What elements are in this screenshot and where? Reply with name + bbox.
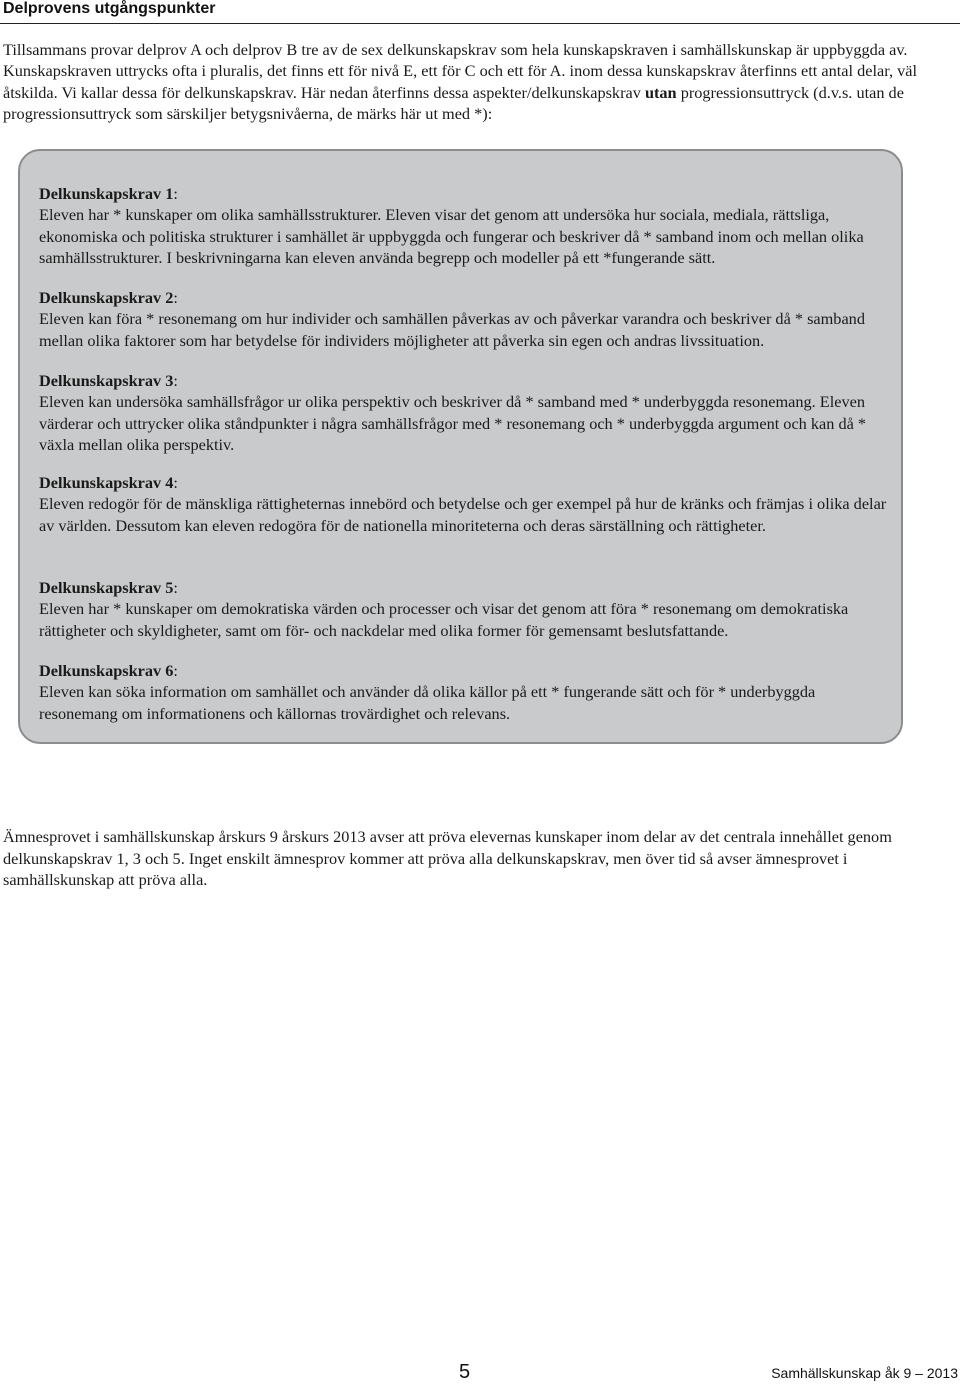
requirement-1	[39, 183, 889, 268]
requirement-title: Delkunskapskrav 4:	[39, 473, 178, 492]
requirement-text: Eleven kan undersöka samhällsfrågor ur olika perspektiv och beskriver då * samband med * underbyggda resonemang. Eleven värderar och uttrycker olika ståndpunkter i några samhällsfrågor med * resonemang och * underbyggda argument och kan då * växla mellan olika perspektiv.	[39, 392, 867, 454]
requirement-text: Eleven har * kunskaper om demokratiska värden och processer och visar det genom att föra * resonemang om demokratiska rättigheter och skyldigheter, samt om för- och nackdelar med olika former för gemensamt beslutsfattande.	[39, 599, 849, 640]
requirement-text: Eleven kan föra * resonemang om hur individer och samhällen påverkas av och påverkar varandra och beskriver då * samband mellan olika faktorer som har betydelse för individers möjligheter att påverka sin egen och andras livssituation.	[39, 309, 865, 350]
heading-divider	[0, 23, 960, 24]
requirement-title: Delkunskapskrav 5:	[39, 578, 178, 597]
requirement-text: Eleven har * kunskaper om olika samhällsstrukturer. Eleven visar det genom att undersöka hur sociala, mediala, rättsliga, ekonomiska och politiska strukturer i samhället är uppbyggda och fungerar och beskriver då * samband inom och mellan olika samhällsstrukturer. I beskrivningarna kan eleven använda begrepp och modeller på ett *fungerande sätt.	[39, 205, 864, 267]
requirement-title: Delkunskapskrav 3:	[39, 371, 178, 390]
requirement-text: Eleven redogör för de mänskliga rättigheternas innebörd och betydelse och ger exempel på hur de kränks och främjas i olika delar av världen. Dessutom kan eleven redogöra för de nationella minoriteterna och deras särställning och rättigheter.	[39, 494, 887, 535]
requirement-title: Delkunskapskrav 2:	[39, 288, 178, 307]
requirement-title: Delkunskapskrav 6:	[39, 661, 178, 680]
requirement-3	[39, 370, 889, 455]
requirement-text: Eleven kan söka information om samhället och använder då olika källor på ett * fungerande sätt och för * underbyggda resonemang om informationens och källornas trovärdighet och relevans.	[39, 682, 816, 723]
intro-text-end: progressionsuttryck (d.v.s. utan de progressionsuttryck som särskiljer betygsnivåerna, de märks här ut med *):	[3, 82, 904, 124]
requirement-5	[39, 577, 889, 641]
intro-paragraph	[3, 39, 951, 125]
requirement-4	[39, 472, 889, 536]
running-footer: Samhällskunskap åk 9 – 2013	[771, 1365, 958, 1381]
requirement-title: Delkunskapskrav 1:	[39, 184, 178, 203]
page-number: 5	[459, 1361, 471, 1383]
requirement-2	[39, 287, 889, 351]
section-heading: Delprovens utgångspunkter	[3, 0, 216, 17]
scope-note: Ämnesprovet i samhällskunskap årskurs 9 årskurs 2013 avser att pröva elevernas kunskaper inom delar av det centrala innehållet genom delkunskapskrav 1, 3 och 5. Inget enskilt ämnesprov kommer att pröva alla delkunskapskrav, men över tid så avser ämnesprovet i samhällskunskap att pröva alla.	[3, 827, 892, 889]
requirement-6	[39, 660, 889, 724]
intro-bold-word: utan	[644, 82, 677, 102]
intro-text-start: Tillsammans provar delprov A och delprov B tre av de sex delkunskapskrav som hela kunskapskraven i samhällskunskap är uppbyggda av. Kunskapskraven uttrycks ofta i pluralis, det finns ett för nivå E, ett för C och ett för A. inom dessa kunskapskrav återfinns ett antal delar, väl åtskilda. Vi kallar dessa för delkunskapskrav. Här nedan återfinns dessa aspekter/delkunskapskrav	[3, 40, 918, 102]
